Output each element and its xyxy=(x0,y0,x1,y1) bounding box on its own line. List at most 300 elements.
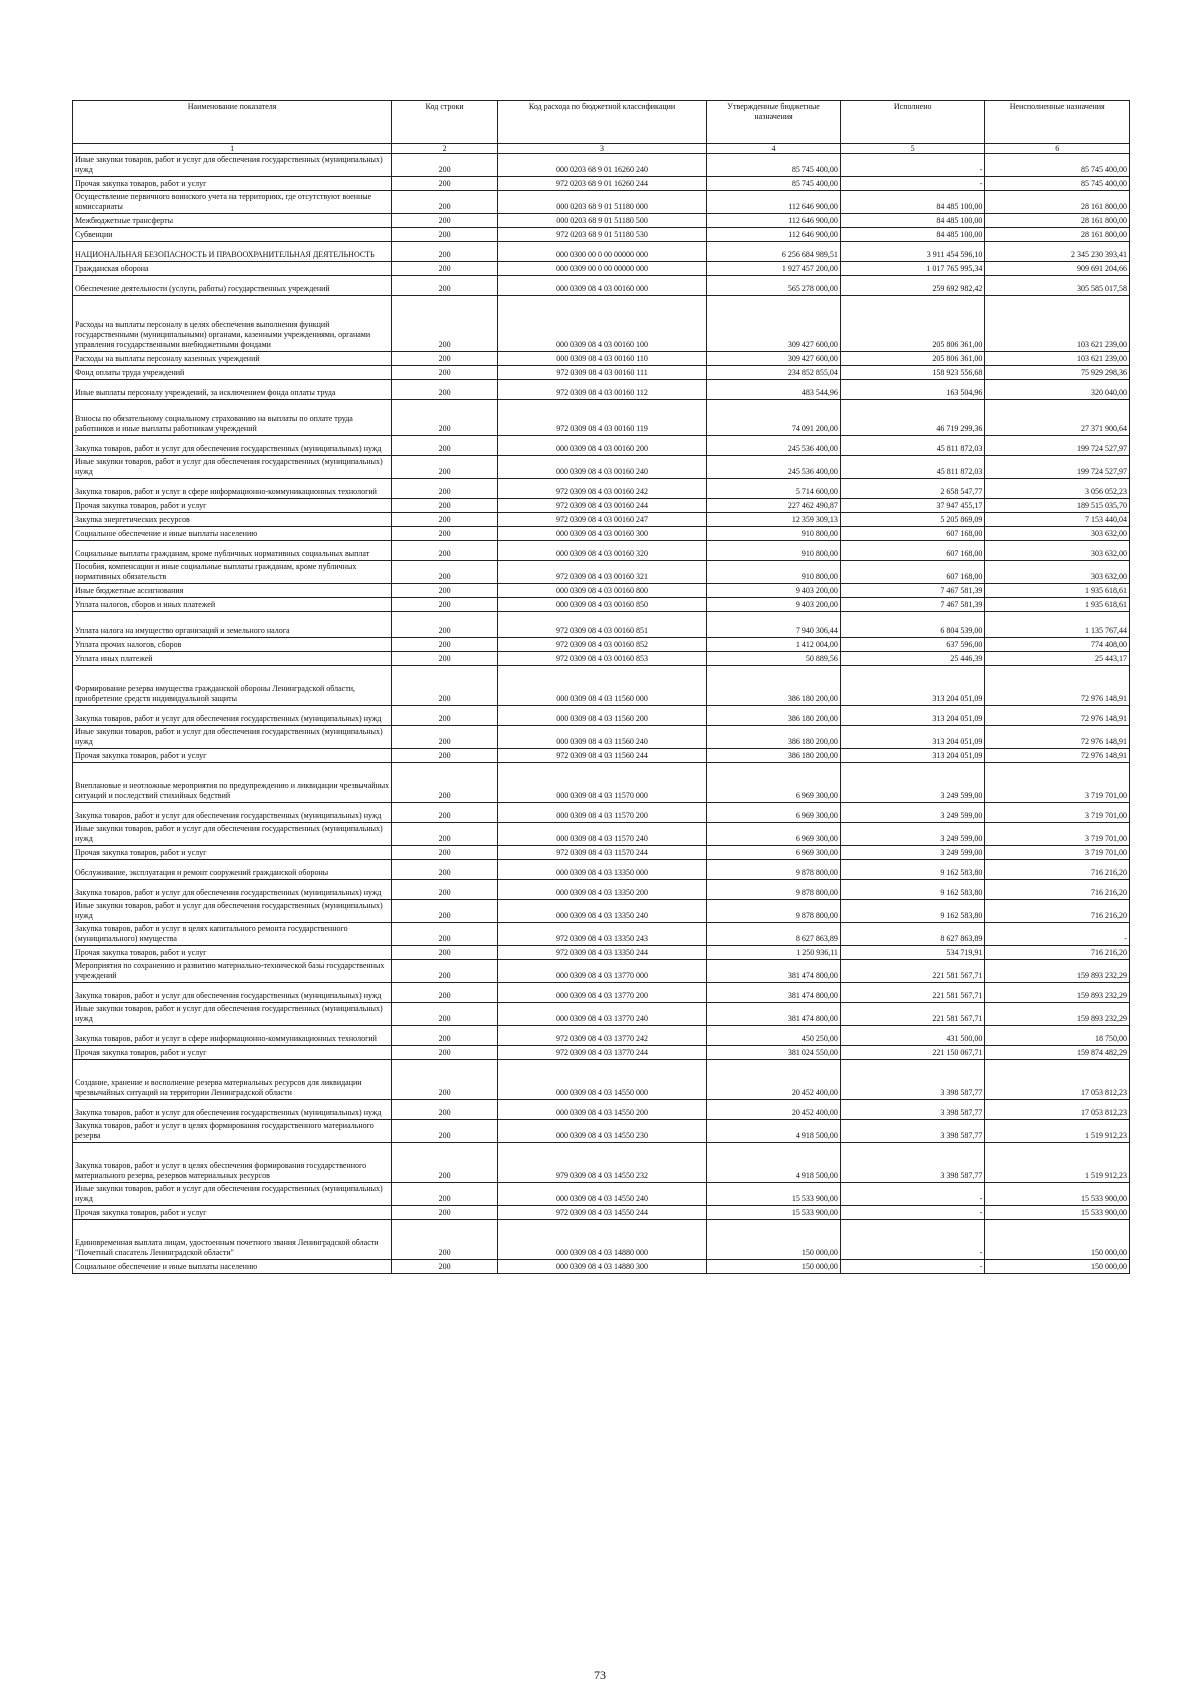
row-unexecuted: 17 053 812,23 xyxy=(985,1060,1130,1100)
row-name: Закупка товаров, работ и услуг в сфере информационно-коммуникационных технологий xyxy=(73,479,392,499)
row-unexecuted: 72 976 148,91 xyxy=(985,706,1130,726)
row-unexecuted: 18 750,00 xyxy=(985,1026,1130,1046)
row-classification-code: 000 0203 68 9 01 16260 240 xyxy=(497,154,706,177)
row-line-code: 200 xyxy=(392,612,498,638)
row-line-code: 200 xyxy=(392,380,498,400)
row-executed: 3 249 599,00 xyxy=(840,763,985,803)
table-row xyxy=(73,177,1130,191)
row-approved: 4 918 500,00 xyxy=(707,1120,841,1143)
row-classification-code: 972 0309 08 4 03 13350 244 xyxy=(497,946,706,960)
row-unexecuted: 1 935 618,61 xyxy=(985,598,1130,612)
row-unexecuted: 25 443,17 xyxy=(985,652,1130,666)
row-line-code: 200 xyxy=(392,1003,498,1026)
row-executed: 2 658 547,77 xyxy=(840,479,985,499)
table-row xyxy=(73,436,1130,456)
row-line-code: 200 xyxy=(392,706,498,726)
row-line-code: 200 xyxy=(392,228,498,242)
row-unexecuted: - xyxy=(985,923,1130,946)
row-approved: 565 278 000,00 xyxy=(707,276,841,296)
row-name: Расходы на выплаты персоналу казенных учреждений xyxy=(73,352,392,366)
row-approved: 910 800,00 xyxy=(707,541,841,561)
row-name: Прочая закупка товаров, работ и услуг xyxy=(73,1046,392,1060)
table-row xyxy=(73,479,1130,499)
row-executed: 9 162 583,80 xyxy=(840,860,985,880)
row-classification-code: 000 0309 08 4 03 00160 200 xyxy=(497,436,706,456)
row-classification-code: 972 0309 08 4 03 00160 242 xyxy=(497,479,706,499)
table-row xyxy=(73,527,1130,541)
row-classification-code: 000 0309 08 4 03 13770 240 xyxy=(497,1003,706,1026)
row-classification-code: 000 0309 08 4 03 00160 100 xyxy=(497,296,706,352)
row-classification-code: 000 0309 08 4 03 11570 240 xyxy=(497,823,706,846)
row-classification-code: 000 0309 08 4 03 00160 320 xyxy=(497,541,706,561)
row-classification-code: 000 0309 08 4 03 13350 000 xyxy=(497,860,706,880)
row-classification-code: 000 0203 68 9 01 51180 500 xyxy=(497,214,706,228)
header-executed: Исполнено xyxy=(840,101,985,144)
row-line-code: 200 xyxy=(392,846,498,860)
row-unexecuted: 320 040,00 xyxy=(985,380,1130,400)
row-classification-code: 000 0309 08 4 03 14880 000 xyxy=(497,1220,706,1260)
row-executed: 7 467 581,39 xyxy=(840,598,985,612)
row-classification-code: 000 0309 08 4 03 11570 000 xyxy=(497,763,706,803)
row-unexecuted: 774 408,00 xyxy=(985,638,1130,652)
row-executed: 3 249 599,00 xyxy=(840,803,985,823)
header-unexecuted: Неисполненные назначения xyxy=(985,101,1130,144)
row-executed: 607 168,00 xyxy=(840,541,985,561)
row-approved: 6 969 300,00 xyxy=(707,846,841,860)
row-approved: 6 969 300,00 xyxy=(707,763,841,803)
table-row xyxy=(73,983,1130,1003)
row-executed: 5 205 869,09 xyxy=(840,513,985,527)
table-row xyxy=(73,191,1130,214)
row-approved: 6 256 684 989,51 xyxy=(707,242,841,262)
row-executed: 3 911 454 596,10 xyxy=(840,242,985,262)
row-line-code: 200 xyxy=(392,400,498,436)
column-number: 5 xyxy=(840,144,985,154)
row-executed: 313 204 051,09 xyxy=(840,666,985,706)
row-name: Закупка товаров, работ и услуг для обеспечения государственных (муниципальных) нужд xyxy=(73,803,392,823)
row-unexecuted: 305 585 017,58 xyxy=(985,276,1130,296)
row-approved: 386 180 200,00 xyxy=(707,666,841,706)
row-line-code: 200 xyxy=(392,456,498,479)
row-line-code: 200 xyxy=(392,666,498,706)
row-classification-code: 000 0300 00 0 00 00000 000 xyxy=(497,242,706,262)
row-line-code: 200 xyxy=(392,860,498,880)
row-unexecuted: 75 929 298,36 xyxy=(985,366,1130,380)
row-unexecuted: 303 632,00 xyxy=(985,541,1130,561)
row-name: Уплата иных платежей xyxy=(73,652,392,666)
table-row xyxy=(73,726,1130,749)
row-line-code: 200 xyxy=(392,983,498,1003)
table-row xyxy=(73,352,1130,366)
header-line-code: Код строки xyxy=(392,101,498,144)
row-executed: - xyxy=(840,1220,985,1260)
table-row xyxy=(73,1143,1130,1183)
row-classification-code: 000 0309 00 0 00 00000 000 xyxy=(497,262,706,276)
row-classification-code: 000 0309 08 4 03 11570 200 xyxy=(497,803,706,823)
row-approved: 74 091 200,00 xyxy=(707,400,841,436)
row-unexecuted: 15 533 900,00 xyxy=(985,1206,1130,1220)
row-name: Фонд оплаты труда учреждений xyxy=(73,366,392,380)
row-executed: - xyxy=(840,1206,985,1220)
row-unexecuted: 85 745 400,00 xyxy=(985,177,1130,191)
row-classification-code: 972 0203 68 9 01 51180 530 xyxy=(497,228,706,242)
table-row xyxy=(73,1060,1130,1100)
row-approved: 7 940 306,44 xyxy=(707,612,841,638)
row-unexecuted: 303 632,00 xyxy=(985,527,1130,541)
row-name: Взносы по обязательному социальному страхованию на выплаты по оплате труда работников и иные выплаты работникам учреждений xyxy=(73,400,392,436)
row-classification-code: 000 0203 68 9 01 51180 000 xyxy=(497,191,706,214)
row-unexecuted: 159 893 232,29 xyxy=(985,983,1130,1003)
row-line-code: 200 xyxy=(392,1183,498,1206)
row-executed: 313 204 051,09 xyxy=(840,706,985,726)
row-name: Обеспечение деятельности (услуги, работы) государственных учреждений xyxy=(73,276,392,296)
budget-execution-table xyxy=(72,100,1130,1274)
row-classification-code: 972 0309 08 4 03 00160 112 xyxy=(497,380,706,400)
table-row xyxy=(73,749,1130,763)
row-executed: 313 204 051,09 xyxy=(840,726,985,749)
row-name: Закупка товаров, работ и услуг в сфере информационно-коммуникационных технологий xyxy=(73,1026,392,1046)
row-unexecuted: 150 000,00 xyxy=(985,1260,1130,1274)
row-classification-code: 000 0309 08 4 03 00160 110 xyxy=(497,352,706,366)
row-executed: 45 811 872,03 xyxy=(840,436,985,456)
row-classification-code: 972 0309 08 4 03 11560 244 xyxy=(497,749,706,763)
row-approved: 309 427 600,00 xyxy=(707,352,841,366)
table-row xyxy=(73,846,1130,860)
row-unexecuted: 1 519 912,23 xyxy=(985,1120,1130,1143)
row-approved: 1 412 004,00 xyxy=(707,638,841,652)
table-row xyxy=(73,214,1130,228)
row-classification-code: 000 0309 08 4 03 00160 000 xyxy=(497,276,706,296)
row-approved: 150 000,00 xyxy=(707,1220,841,1260)
row-approved: 50 889,56 xyxy=(707,652,841,666)
row-line-code: 200 xyxy=(392,177,498,191)
row-name: Межбюджетные трансферты xyxy=(73,214,392,228)
row-name: Иные закупки товаров, работ и услуг для обеспечения государственных (муниципальных) нужд xyxy=(73,900,392,923)
row-executed: - xyxy=(840,154,985,177)
row-name: Уплата прочих налогов, сборов xyxy=(73,638,392,652)
row-executed: 6 804 539,00 xyxy=(840,612,985,638)
row-line-code: 200 xyxy=(392,527,498,541)
row-unexecuted: 85 745 400,00 xyxy=(985,154,1130,177)
row-line-code: 200 xyxy=(392,499,498,513)
row-line-code: 200 xyxy=(392,296,498,352)
table-row xyxy=(73,541,1130,561)
row-line-code: 200 xyxy=(392,1046,498,1060)
row-classification-code: 972 0309 08 4 03 00160 853 xyxy=(497,652,706,666)
column-number: 1 xyxy=(73,144,392,154)
row-unexecuted: 28 161 800,00 xyxy=(985,191,1130,214)
table-row xyxy=(73,499,1130,513)
row-line-code: 200 xyxy=(392,479,498,499)
row-line-code: 200 xyxy=(392,1060,498,1100)
row-unexecuted: 1 135 767,44 xyxy=(985,612,1130,638)
row-approved: 9 878 800,00 xyxy=(707,900,841,923)
row-line-code: 200 xyxy=(392,561,498,584)
row-name: Расходы на выплаты персоналу в целях обеспечения выполнения функций государственными (муниципальными) органами, казенными учреждениями, органами управления государственными внебюджетными фондами xyxy=(73,296,392,352)
table-row xyxy=(73,561,1130,584)
row-name: Иные закупки товаров, работ и услуг для обеспечения государственных (муниципальных) нужд xyxy=(73,823,392,846)
row-unexecuted: 3 719 701,00 xyxy=(985,846,1130,860)
row-classification-code: 000 0309 08 4 03 14550 230 xyxy=(497,1120,706,1143)
row-classification-code: 000 0309 08 4 03 00160 300 xyxy=(497,527,706,541)
row-line-code: 200 xyxy=(392,1220,498,1260)
table-row xyxy=(73,1260,1130,1274)
row-classification-code: 000 0309 08 4 03 14880 300 xyxy=(497,1260,706,1274)
row-line-code: 200 xyxy=(392,262,498,276)
row-line-code: 200 xyxy=(392,1143,498,1183)
row-executed: 534 719,91 xyxy=(840,946,985,960)
row-executed: - xyxy=(840,177,985,191)
row-unexecuted: 189 515 035,70 xyxy=(985,499,1130,513)
table-row xyxy=(73,276,1130,296)
row-name: Закупка товаров, работ и услуг для обеспечения государственных (муниципальных) нужд xyxy=(73,706,392,726)
row-name: Субвенции xyxy=(73,228,392,242)
table-row xyxy=(73,262,1130,276)
table-row xyxy=(73,946,1130,960)
column-number: 4 xyxy=(707,144,841,154)
row-name: Иные закупки товаров, работ и услуг для обеспечения государственных (муниципальных) нужд xyxy=(73,1003,392,1026)
row-approved: 9 403 200,00 xyxy=(707,584,841,598)
table-row xyxy=(73,900,1130,923)
table-row xyxy=(73,400,1130,436)
row-executed: 221 581 567,71 xyxy=(840,1003,985,1026)
row-approved: 381 474 800,00 xyxy=(707,983,841,1003)
table-row xyxy=(73,228,1130,242)
row-approved: 483 544,96 xyxy=(707,380,841,400)
row-executed: 259 692 982,42 xyxy=(840,276,985,296)
row-unexecuted: 3 719 701,00 xyxy=(985,803,1130,823)
row-line-code: 200 xyxy=(392,436,498,456)
table-row xyxy=(73,763,1130,803)
row-name: Иные закупки товаров, работ и услуг для обеспечения государственных (муниципальных) нужд xyxy=(73,154,392,177)
row-executed: - xyxy=(840,1260,985,1274)
row-name: Прочая закупка товаров, работ и услуг xyxy=(73,749,392,763)
table-row xyxy=(73,456,1130,479)
row-unexecuted: 17 053 812,23 xyxy=(985,1100,1130,1120)
row-executed: 7 467 581,39 xyxy=(840,584,985,598)
row-approved: 245 536 400,00 xyxy=(707,456,841,479)
row-executed: 221 581 567,71 xyxy=(840,960,985,983)
row-approved: 112 646 900,00 xyxy=(707,228,841,242)
table-row xyxy=(73,380,1130,400)
row-classification-code: 972 0203 68 9 01 16260 244 xyxy=(497,177,706,191)
table-row xyxy=(73,366,1130,380)
table-row xyxy=(73,706,1130,726)
row-approved: 910 800,00 xyxy=(707,561,841,584)
row-unexecuted: 150 000,00 xyxy=(985,1220,1130,1260)
column-number: 3 xyxy=(497,144,706,154)
row-executed: 158 923 556,68 xyxy=(840,366,985,380)
table-row xyxy=(73,1220,1130,1260)
table-row xyxy=(73,652,1130,666)
row-unexecuted: 3 719 701,00 xyxy=(985,823,1130,846)
table-row xyxy=(73,598,1130,612)
row-executed: 9 162 583,80 xyxy=(840,900,985,923)
row-name: Закупка товаров, работ и услуг для обеспечения государственных (муниципальных) нужд xyxy=(73,983,392,1003)
row-classification-code: 000 0309 08 4 03 11560 000 xyxy=(497,666,706,706)
row-line-code: 200 xyxy=(392,1260,498,1274)
row-unexecuted: 2 345 230 393,41 xyxy=(985,242,1130,262)
row-name: Внеплановые и неотложные мероприятия по предупреждению и ликвидации чрезвычайных ситуаций и последствий стихийных бедствий xyxy=(73,763,392,803)
row-name: Уплата налогов, сборов и иных платежей xyxy=(73,598,392,612)
row-approved: 381 474 800,00 xyxy=(707,960,841,983)
table-row xyxy=(73,803,1130,823)
row-name: Закупка товаров, работ и услуг в целях формирования государственного материального резерва xyxy=(73,1120,392,1143)
row-line-code: 200 xyxy=(392,900,498,923)
row-executed: 3 398 587,77 xyxy=(840,1060,985,1100)
row-unexecuted: 72 976 148,91 xyxy=(985,726,1130,749)
row-name: Пособия, компенсации и иные социальные выплаты гражданам, кроме публичных нормативных обязательств xyxy=(73,561,392,584)
row-unexecuted: 28 161 800,00 xyxy=(985,214,1130,228)
row-line-code: 200 xyxy=(392,191,498,214)
row-approved: 6 969 300,00 xyxy=(707,823,841,846)
row-name: Формирование резерва имущества гражданской обороны Ленинградской области, приобретение средств индивидуальной защиты xyxy=(73,666,392,706)
row-unexecuted: 909 691 204,66 xyxy=(985,262,1130,276)
table-row xyxy=(73,242,1130,262)
row-line-code: 200 xyxy=(392,1100,498,1120)
row-line-code: 200 xyxy=(392,1026,498,1046)
row-executed: 3 249 599,00 xyxy=(840,823,985,846)
row-approved: 112 646 900,00 xyxy=(707,214,841,228)
row-line-code: 200 xyxy=(392,960,498,983)
row-unexecuted: 103 621 239,00 xyxy=(985,352,1130,366)
row-name: Прочая закупка товаров, работ и услуг xyxy=(73,177,392,191)
row-unexecuted: 716 216,20 xyxy=(985,860,1130,880)
row-approved: 5 714 600,00 xyxy=(707,479,841,499)
table-row xyxy=(73,880,1130,900)
row-name: Иные закупки товаров, работ и услуг для обеспечения государственных (муниципальных) нужд xyxy=(73,726,392,749)
row-line-code: 200 xyxy=(392,880,498,900)
row-classification-code: 972 0309 08 4 03 00160 852 xyxy=(497,638,706,652)
row-classification-code: 000 0309 08 4 03 13770 000 xyxy=(497,960,706,983)
row-executed: 25 446,39 xyxy=(840,652,985,666)
row-unexecuted: 27 371 900,64 xyxy=(985,400,1130,436)
row-name: Закупка товаров, работ и услуг в целях капитального ремонта государственного (муниципального) имущества xyxy=(73,923,392,946)
row-unexecuted: 1 519 912,23 xyxy=(985,1143,1130,1183)
row-approved: 910 800,00 xyxy=(707,527,841,541)
row-classification-code: 972 0309 08 4 03 13350 243 xyxy=(497,923,706,946)
table-row xyxy=(73,823,1130,846)
row-classification-code: 972 0309 08 4 03 00160 851 xyxy=(497,612,706,638)
row-approved: 4 918 500,00 xyxy=(707,1143,841,1183)
table-row xyxy=(73,584,1130,598)
row-line-code: 200 xyxy=(392,598,498,612)
row-executed: 9 162 583,80 xyxy=(840,880,985,900)
row-name: Гражданская оборона xyxy=(73,262,392,276)
row-line-code: 200 xyxy=(392,242,498,262)
row-name: Создание, хранение и восполнение резерва материальных ресурсов для ликвидации чрезвычайных ситуаций на территории Ленинградской области xyxy=(73,1060,392,1100)
row-executed: 3 398 587,77 xyxy=(840,1100,985,1120)
row-classification-code: 000 0309 08 4 03 00160 850 xyxy=(497,598,706,612)
row-approved: 386 180 200,00 xyxy=(707,749,841,763)
row-executed: 637 596,00 xyxy=(840,638,985,652)
row-line-code: 200 xyxy=(392,652,498,666)
row-executed: 84 485 100,00 xyxy=(840,191,985,214)
row-line-code: 200 xyxy=(392,541,498,561)
row-executed: 84 485 100,00 xyxy=(840,228,985,242)
row-classification-code: 972 0309 08 4 03 00160 321 xyxy=(497,561,706,584)
row-approved: 9 878 800,00 xyxy=(707,880,841,900)
row-unexecuted: 159 893 232,29 xyxy=(985,1003,1130,1026)
row-classification-code: 000 0309 08 4 03 14550 200 xyxy=(497,1100,706,1120)
table-row xyxy=(73,666,1130,706)
row-name: Прочая закупка товаров, работ и услуг xyxy=(73,846,392,860)
row-name: Обслуживание, эксплуатация и ремонт сооружений гражданской обороны xyxy=(73,860,392,880)
row-executed: 205 806 361,00 xyxy=(840,296,985,352)
row-name: Закупка энергетических ресурсов xyxy=(73,513,392,527)
table-row xyxy=(73,638,1130,652)
row-name: Осуществление первичного воинского учета на территориях, где отсутствуют военные комиссариаты xyxy=(73,191,392,214)
row-approved: 12 359 309,13 xyxy=(707,513,841,527)
row-line-code: 200 xyxy=(392,749,498,763)
row-name: Социальные выплаты гражданам, кроме публичных нормативных социальных выплат xyxy=(73,541,392,561)
row-approved: 245 536 400,00 xyxy=(707,436,841,456)
row-classification-code: 000 0309 08 4 03 14550 240 xyxy=(497,1183,706,1206)
row-classification-code: 000 0309 08 4 03 00160 240 xyxy=(497,456,706,479)
row-executed: 431 500,00 xyxy=(840,1026,985,1046)
table-row xyxy=(73,923,1130,946)
row-approved: 234 852 855,04 xyxy=(707,366,841,380)
row-executed: - xyxy=(840,1183,985,1206)
table-row xyxy=(73,1003,1130,1026)
row-line-code: 200 xyxy=(392,823,498,846)
row-line-code: 200 xyxy=(392,726,498,749)
row-executed: 221 581 567,71 xyxy=(840,983,985,1003)
row-approved: 381 474 800,00 xyxy=(707,1003,841,1026)
row-unexecuted: 716 216,20 xyxy=(985,946,1130,960)
row-unexecuted: 3 719 701,00 xyxy=(985,763,1130,803)
row-executed: 3 398 587,77 xyxy=(840,1143,985,1183)
row-classification-code: 972 0309 08 4 03 13770 242 xyxy=(497,1026,706,1046)
row-line-code: 200 xyxy=(392,923,498,946)
row-name: Прочая закупка товаров, работ и услуг xyxy=(73,499,392,513)
table-row xyxy=(73,1046,1130,1060)
row-name: Прочая закупка товаров, работ и услуг xyxy=(73,946,392,960)
row-line-code: 200 xyxy=(392,154,498,177)
column-numbers-row xyxy=(73,144,1130,154)
row-approved: 112 646 900,00 xyxy=(707,191,841,214)
header-indicator-name: Наименование показателя xyxy=(73,101,392,144)
row-unexecuted: 1 935 618,61 xyxy=(985,584,1130,598)
row-classification-code: 000 0309 08 4 03 11560 200 xyxy=(497,706,706,726)
page-number: 73 xyxy=(594,1668,606,1682)
row-name: Закупка товаров, работ и услуг для обеспечения государственных (муниципальных) нужд xyxy=(73,1100,392,1120)
row-unexecuted: 28 161 800,00 xyxy=(985,228,1130,242)
row-classification-code: 000 0309 08 4 03 13350 240 xyxy=(497,900,706,923)
row-name: Уплата налога на имущество организаций и земельного налога xyxy=(73,612,392,638)
row-unexecuted: 72 976 148,91 xyxy=(985,666,1130,706)
row-approved: 309 427 600,00 xyxy=(707,296,841,352)
row-classification-code: 979 0309 08 4 03 14550 232 xyxy=(497,1143,706,1183)
row-approved: 85 745 400,00 xyxy=(707,154,841,177)
table-row xyxy=(73,1120,1130,1143)
row-approved: 227 462 490,87 xyxy=(707,499,841,513)
row-line-code: 200 xyxy=(392,946,498,960)
row-name: Иные закупки товаров, работ и услуг для обеспечения государственных (муниципальных) нужд xyxy=(73,456,392,479)
row-classification-code: 972 0309 08 4 03 11570 244 xyxy=(497,846,706,860)
row-executed: 205 806 361,00 xyxy=(840,352,985,366)
row-approved: 150 000,00 xyxy=(707,1260,841,1274)
row-line-code: 200 xyxy=(392,1120,498,1143)
row-executed: 607 168,00 xyxy=(840,527,985,541)
row-approved: 20 452 400,00 xyxy=(707,1100,841,1120)
row-executed: 3 398 587,77 xyxy=(840,1120,985,1143)
table-row xyxy=(73,612,1130,638)
header-row xyxy=(73,101,1130,144)
row-executed: 163 504,96 xyxy=(840,380,985,400)
row-classification-code: 972 0309 08 4 03 13770 244 xyxy=(497,1046,706,1060)
row-classification-code: 972 0309 08 4 03 00160 244 xyxy=(497,499,706,513)
